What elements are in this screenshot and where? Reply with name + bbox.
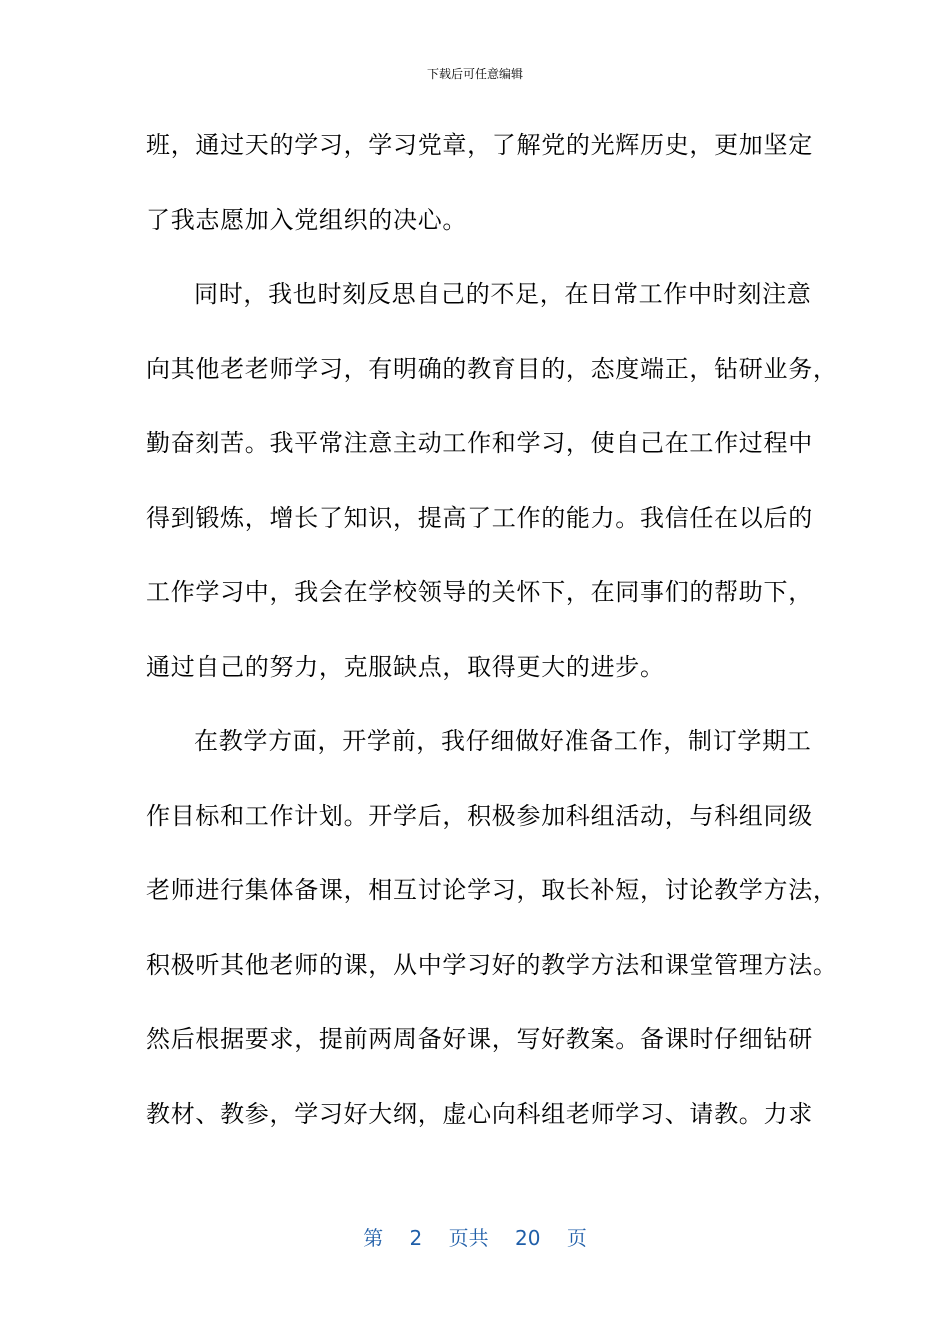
paragraph-line: 积极听其他老师的课，从中学习好的教学方法和课堂管理方法。 (146, 950, 838, 979)
total-pages-number: 20 (515, 1226, 541, 1250)
paragraph-line: 作目标和工作计划。开学后，积极参加科组活动，与科组同级 (146, 801, 813, 830)
paragraph-line: 班，通过天的学习，学习党章，了解党的光辉历史，更加坚定 (146, 131, 813, 159)
paragraph-line: 了我志愿加入党组织的决心。 (146, 205, 468, 234)
page-footer (0, 1224, 950, 1252)
paragraph-line: 工作学习中，我会在学校领导的关怀下，在同事们的帮助下， (146, 578, 813, 606)
paragraph-line: 老师进行集体备课，相互讨论学习，取长补短，讨论教学方法， (146, 876, 838, 904)
footer-suffix: 页 (566, 1226, 587, 1250)
paragraph-line: 同时，我也时刻反思自己的不足，在日常工作中时刻注意 (194, 280, 812, 308)
paragraph-line: 通过自己的努力，克服缺点，取得更大的进步。 (146, 652, 665, 681)
paragraph-line: 在教学方面，开学前，我仔细做好准备工作，制订学期工 (194, 727, 812, 755)
footer-prefix: 第 (363, 1226, 384, 1250)
paragraph-line: 向其他老老师学习，有明确的教育目的，态度端正，钻研业务， (146, 354, 838, 383)
footer-middle: 页共 (448, 1226, 489, 1250)
paragraph-line: 得到锻炼，增长了知识，提高了工作的能力。我信任在以后的 (146, 503, 813, 532)
paragraph-line: 然后根据要求，提前两周备好课，写好教案。备课时仔细钻研 (146, 1025, 813, 1053)
page-header-note: 下载后可任意编辑 (426, 67, 523, 81)
document-body (146, 122, 838, 1165)
current-page-number: 2 (409, 1226, 423, 1250)
paragraph-line: 勤奋刻苦。我平常注意主动工作和学习，使自己在工作过程中 (146, 429, 813, 457)
paragraph-line: 教材、教参，学习好大纲，虚心向科组老师学习、请教。力求 (146, 1099, 813, 1128)
